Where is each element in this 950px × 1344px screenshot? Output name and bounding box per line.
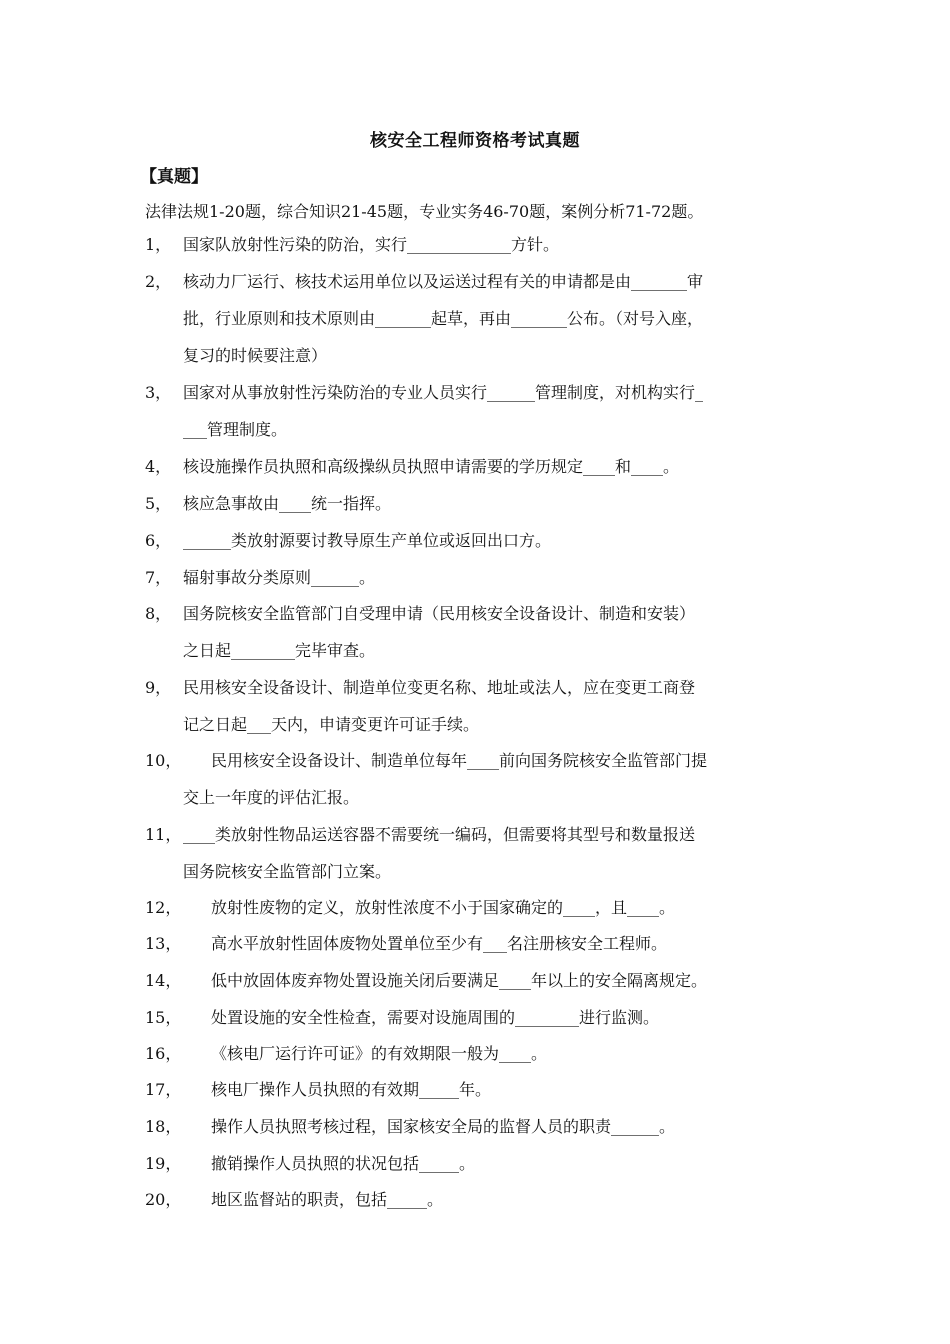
question-text: 核应急事故由____统一指挥。 — [183, 494, 392, 513]
question-number: 10， — [145, 751, 182, 770]
question-number: 3， — [145, 383, 172, 402]
question-text: 低中放固体废弃物处置设施关闭后要满足____年以上的安全隔离规定。 — [211, 971, 708, 990]
question-number: 15， — [145, 1008, 182, 1027]
question-number: 18， — [145, 1117, 182, 1136]
question-text: 处置设施的安全性检查，需要对设施周围的________进行监测。 — [211, 1008, 660, 1027]
question-number: 5， — [145, 494, 172, 513]
question-text: ______类放射源要讨教导原生产单位或返回出口方。 — [183, 531, 552, 550]
question-text: 国家对从事放射性污染防治的专业人员实行______管理制度，对机构实行_ — [183, 383, 704, 402]
question-number: 6， — [145, 531, 172, 550]
question-text: 辐射事故分类原则______。 — [183, 568, 376, 587]
question-text: 核电厂操作人员执照的有效期_____年。 — [211, 1080, 492, 1099]
question-text-continued: ___管理制度。 — [183, 420, 288, 439]
question-text: ____类放射性物品运送容器不需要统一编码，但需要将其型号和数量报送 — [183, 825, 696, 844]
question-text: 国家队放射性污染的防治，实行_____________方针。 — [183, 235, 560, 254]
question-number: 16， — [145, 1044, 182, 1063]
question-text-continued: 交上一年度的评估汇报。 — [183, 788, 360, 807]
question-number: 20， — [145, 1190, 182, 1209]
question-number: 11， — [145, 825, 182, 844]
question-text: 《核电厂运行许可证》的有效期限一般为____。 — [211, 1044, 548, 1063]
question-text: 放射性废物的定义，放射性浓度不小于国家确定的____，且____。 — [211, 898, 676, 917]
intro-paragraph: 法律法规1-20题，综合知识21-45题，专业实务46-70题，案例分析71-72题。 — [145, 202, 704, 221]
question-text-continued: 国务院核安全监管部门立案。 — [183, 862, 392, 881]
question-text: 国务院核安全监管部门自受理申请（民用核安全设备设计、制造和安装） — [183, 604, 696, 623]
question-number: 2， — [145, 272, 172, 291]
question-text: 高水平放射性固体废物处置单位至少有___名注册核安全工程师。 — [211, 934, 668, 953]
question-text: 核设施操作员执照和高级操纵员执照申请需要的学历规定____和____。 — [183, 457, 680, 476]
question-number: 14， — [145, 971, 182, 990]
question-number: 8， — [145, 604, 172, 623]
question-number: 19， — [145, 1154, 182, 1173]
question-text: 操作人员执照考核过程，国家核安全局的监督人员的职责______。 — [211, 1117, 676, 1136]
question-text: 撤销操作人员执照的状况包括_____。 — [211, 1154, 476, 1173]
question-text-continued: 复习的时候要注意） — [183, 346, 328, 365]
question-text: 民用核安全设备设计、制造单位变更名称、地址或法人，应在变更工商登 — [183, 678, 696, 697]
question-text-continued: 之日起________完毕审查。 — [183, 641, 376, 660]
question-text: 地区监督站的职责，包括_____。 — [211, 1190, 444, 1209]
question-number: 1， — [145, 235, 172, 254]
question-number: 12， — [145, 898, 182, 917]
question-number: 9， — [145, 678, 172, 697]
section-heading: 【真题】 — [140, 167, 208, 187]
question-text-continued: 批，行业原则和技术原则由_______起草，再由_______公布。（对号入座， — [183, 309, 704, 328]
question-text: 民用核安全设备设计、制造单位每年____前向国务院核安全监管部门提 — [211, 751, 708, 770]
question-text: 核动力厂运行、核技术运用单位以及运送过程有关的申请都是由_______审 — [183, 272, 704, 291]
question-text-continued: 记之日起___天内，申请变更许可证手续。 — [183, 715, 480, 734]
question-number: 7， — [145, 568, 172, 587]
question-number: 4， — [145, 457, 172, 476]
question-number: 13， — [145, 934, 182, 953]
page-title: 核安全工程师资格考试真题 — [370, 131, 580, 151]
question-number: 17， — [145, 1080, 182, 1099]
